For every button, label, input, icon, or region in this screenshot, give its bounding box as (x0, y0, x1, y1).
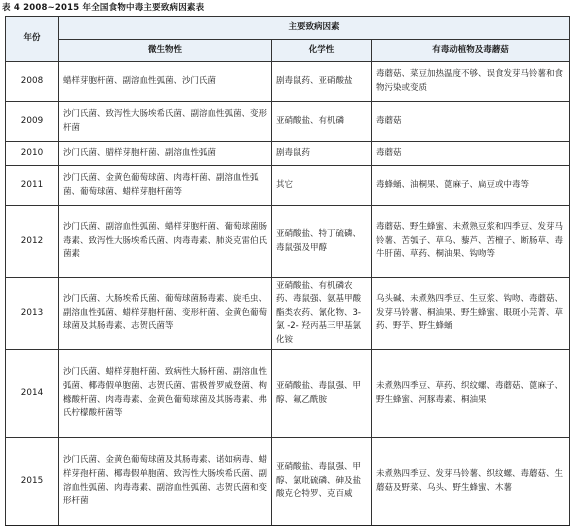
cell-year: 2010 (6, 142, 59, 166)
header-chem: 化学性 (272, 40, 372, 62)
table-row (6, 62, 570, 102)
table-row (6, 438, 570, 526)
cell-micro: 沙门氏菌、致泻性大肠埃希氏菌、副溶血性弧菌、变形杆菌 (59, 102, 272, 142)
cell-toxic: 毒蘑菇、菜豆加热温度不够、误食发芽马铃薯和食物污染或变质 (372, 62, 570, 102)
table-caption: 表 4 2008~2015 年全国食物中毒主要致病因素表 (2, 3, 205, 13)
cell-chem: 亚硝酸盐、毒鼠强、甲醇、氯吡硫磷、砷及盐酸克仑特罗、克百威 (272, 438, 372, 526)
header-toxic: 有毒动植物及毒蘑菇 (372, 40, 570, 62)
table-row (6, 166, 570, 206)
cell-chem: 亚硝酸盐、毒鼠强、甲醇、氟乙酰胺 (272, 350, 372, 438)
cell-micro: 沙门氏菌、金黄色葡萄球菌、肉毒杆菌、副溶血性弧菌、葡萄球菌、蜡样芽胞杆菌等 (59, 166, 272, 206)
table-row (6, 142, 570, 166)
cell-micro: 沙门氏菌、大肠埃希氏菌、葡萄球菌肠毒素、旋毛虫、副溶血性弧菌、蜡样芽胞杆菌、变形杆菌、金黄色葡萄球菌及其肠毒素、志贺氏菌等 (59, 278, 272, 350)
header-main-factor: 主要致病因素 (59, 17, 570, 40)
cell-micro: 沙门氏菌、金黄色葡萄球菌及其肠毒素、诺如病毒、蜡样芽孢杆菌、椰毒假单胞菌、致泻性大肠埃希氏菌、副溶血性弧菌、肉毒毒素、副溶血性弧菌、志贺氏菌和变形杆菌 (59, 438, 272, 526)
cell-chem: 其它 (272, 166, 372, 206)
cell-micro: 沙门氏菌、副溶血性弧菌、蜡样芽胞杆菌、葡萄球菌肠毒素、致泻性大肠埃希氏菌、肉毒毒素、肺炎克雷伯氏菌素 (59, 206, 272, 278)
cell-micro: 沙门氏菌、蜡样芽胞杆菌、致病性大肠杆菌、副溶血性弧菌、椰毒假单胞菌、志贺氏菌、雷极普罗威登菌、枸橼酸杆菌、肉毒毒素、金黄色葡萄球菌及其肠毒素、弗氏柠檬酸杆菌等 (59, 350, 272, 438)
header-year: 年份 (6, 17, 59, 62)
cell-toxic: 未煮熟四季豆、草药、织纹螺、毒蘑菇、蓖麻子、野生蜂蜜、河豚毒素、桐油果 (372, 350, 570, 438)
cell-micro: 沙门氏菌、腊样芽胞杆菌、副溶血性弧菌 (59, 142, 272, 166)
table-row (6, 206, 570, 278)
cell-chem: 亚硝酸盐、有机磷农药、毒鼠强、氨基甲酸酯类农药、氰化物、3- 氯 -2- 羟丙基三甲基氯化铵 (272, 278, 372, 350)
cell-chem: 亚硝酸盐、特丁硫磷、毒鼠强及甲醇 (272, 206, 372, 278)
cell-year: 2009 (6, 102, 59, 142)
header-micro: 微生物性 (59, 40, 272, 62)
cell-year: 2012 (6, 206, 59, 278)
cell-chem: 剧毒鼠药、亚硝酸盐 (272, 62, 372, 102)
poisoning-factors-table (5, 16, 570, 526)
table-row (6, 102, 570, 142)
cell-micro: 蜡样芽胞杆菌、副溶血性弧菌、沙门氏菌 (59, 62, 272, 102)
cell-year: 2011 (6, 166, 59, 206)
cell-toxic: 毒蜂蛹、油桐果、蓖麻子、扁豆或中毒等 (372, 166, 570, 206)
cell-year: 2014 (6, 350, 59, 438)
cell-toxic: 毒蘑菇 (372, 102, 570, 142)
cell-toxic: 毒蘑菇、野生蜂蜜、未煮熟豆浆和四季豆、发芽马铃薯、苦瓠子、草乌、藜芦、苦檀子、断肠草、毒牛肝菌、草药、桐油果、钩吻等 (372, 206, 570, 278)
cell-year: 2008 (6, 62, 59, 102)
table-row (6, 350, 570, 438)
cell-year: 2013 (6, 278, 59, 350)
cell-toxic: 乌头碱、未煮熟四季豆、生豆浆、钩吻、毒蘑菇、发芽马铃薯、桐油果、野生蜂蜜、眼斑小芫菁、草药、野芋、野生蜂蛹 (372, 278, 570, 350)
table-row (6, 278, 570, 350)
cell-toxic: 毒蘑菇 (372, 142, 570, 166)
cell-year: 2015 (6, 438, 59, 526)
cell-chem: 剧毒鼠药 (272, 142, 372, 166)
cell-chem: 亚硝酸盐、有机磷 (272, 102, 372, 142)
cell-toxic: 未煮熟四季豆、发芽马铃薯、织纹螺、毒蘑菇、生蘑菇及野菜、乌头、野生蜂蜜、木薯 (372, 438, 570, 526)
